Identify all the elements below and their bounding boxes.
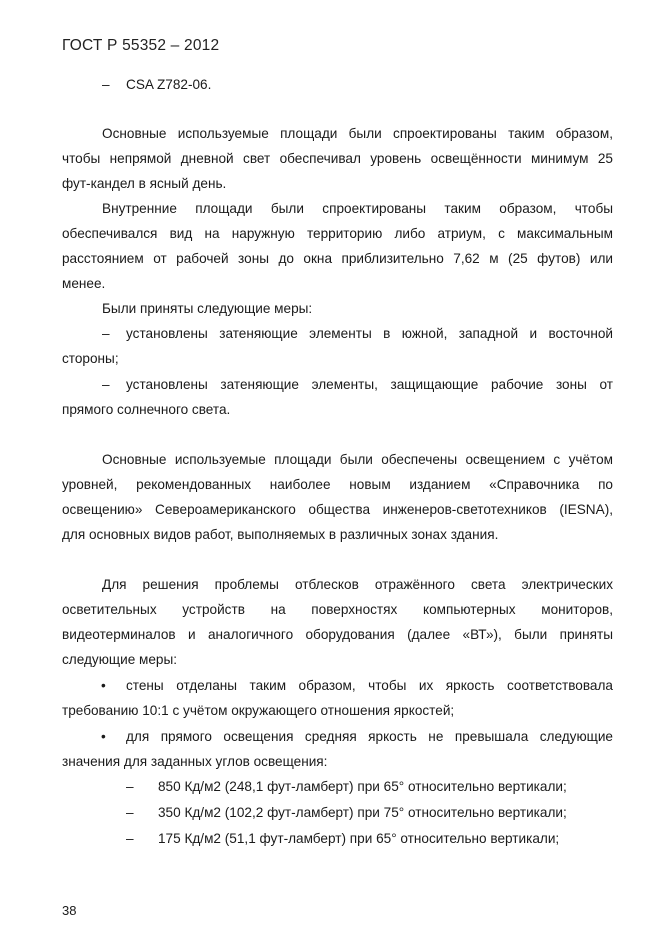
dash-marker: –	[102, 77, 110, 92]
paragraph-2-line-1: Внутренние площади были спроектированы таким образом, чтобы	[102, 201, 613, 216]
dash-marker: –	[126, 805, 134, 820]
paragraph-2-line-4: менее.	[62, 276, 106, 291]
paragraph-4-line-3: освещению» Североамериканского общества инженеров-светотехников (IESNA),	[62, 502, 613, 517]
list-item-csa: CSA Z782-06.	[126, 77, 212, 92]
dash-marker: –	[126, 779, 134, 794]
bullet-marker: •	[101, 729, 106, 744]
bullet-1-line-1: стены отделаны таким образом, чтобы их яркость соответствовала	[126, 678, 613, 693]
paragraph-4-line-1: Основные используемые площади были обеспечены освещением с учётом	[102, 452, 613, 467]
paragraph-3: Были приняты следующие меры:	[102, 301, 313, 316]
paragraph-2-line-2: обеспечивался вид на наружную территорию либо атриум, с максимальным	[62, 226, 613, 241]
paragraph-5-line-2: осветительных устройств на поверхностях компьютерных мониторов,	[62, 602, 613, 617]
sub-item-1: 850 Кд/м2 (248,1 фут-ламберт) при 65° относительно вертикали;	[158, 779, 567, 794]
paragraph-5-line-3: видеотерминалов и аналогичного оборудования (далее «ВТ»), были приняты	[62, 627, 613, 642]
sub-item-2: 350 Кд/м2 (102,2 фут-ламберт) при 75° относительно вертикали;	[158, 805, 567, 820]
bullet-2-line-2: значения для заданных углов освещения:	[62, 754, 328, 769]
paragraph-2-line-3: расстоянием от рабочей зоны до окна приблизительно 7,62 м (25 футов) или	[62, 251, 613, 266]
bullet-marker: •	[101, 678, 106, 693]
paragraph-4-line-2: уровней, рекомендованных наиболее новым изданием «Справочника по	[62, 477, 613, 492]
document-header: ГОСТ Р 55352 – 2012	[62, 37, 220, 54]
paragraph-1-line-3: фут-кандел в ясный день.	[62, 176, 227, 191]
page-number: 38	[62, 903, 77, 918]
bullet-2-line-1: для прямого освещения средняя яркость не превышала следующие	[126, 729, 613, 744]
sub-item-3: 175 Кд/м2 (51,1 фут-ламберт) при 65° относительно вертикали;	[158, 831, 560, 846]
paragraph-4-line-4: для основных видов работ, выполняемых в различных зонах здания.	[62, 527, 499, 542]
dash-marker: –	[102, 377, 110, 392]
paragraph-1-line-1: Основные используемые площади были спроектированы таким образом,	[102, 126, 613, 141]
dash-marker: –	[126, 831, 134, 846]
measure-2-line-1: установлены затеняющие элементы, защищающие рабочие зоны от	[126, 377, 613, 392]
measure-2-line-2: прямого солнечного света.	[62, 402, 231, 417]
paragraph-5-line-4: следующие меры:	[62, 652, 178, 667]
dash-marker: –	[102, 326, 110, 341]
paragraph-1-line-2: чтобы непрямой дневной свет обеспечивал уровень освещённости минимум 25	[62, 151, 613, 166]
measure-1-line-1: установлены затеняющие элементы в южной, западной и восточной	[126, 326, 613, 341]
bullet-1-line-2: требованию 10:1 с учётом окружающего отношения яркостей;	[62, 703, 455, 718]
paragraph-5-line-1: Для решения проблемы отблесков отражённого света электрических	[102, 577, 613, 592]
measure-1-line-2: стороны;	[62, 351, 119, 366]
